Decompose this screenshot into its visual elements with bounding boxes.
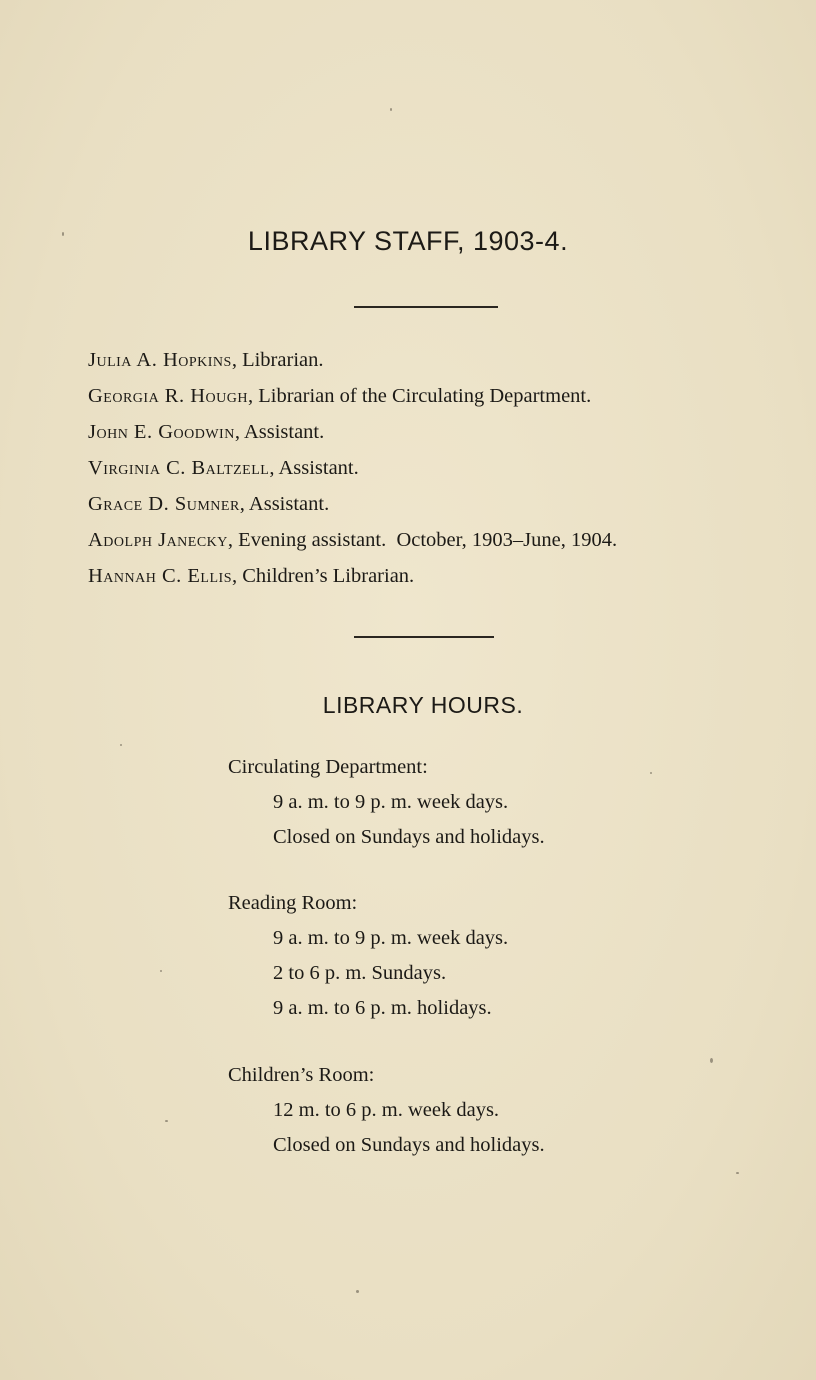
hours-line: Closed on Sundays and holidays.	[273, 826, 545, 848]
hours-section-heading: Circulating Department:	[228, 756, 428, 778]
hours-line: 9 a. m. to 9 p. m. week days.	[273, 791, 509, 813]
staff-name: Virginia C. Baltzell	[88, 457, 270, 479]
hours-title: LIBRARY HOURS.	[322, 692, 524, 718]
hours-line: Closed on Sundays and holidays.	[273, 1134, 545, 1156]
hours-line: 12 m. to 6 p. m. week days.	[273, 1099, 500, 1121]
staff-role: , Assistant.	[239, 493, 330, 515]
staff-title: LIBRARY STAFF, 1903-4.	[247, 226, 569, 256]
divider-rule	[354, 636, 494, 638]
hours-line: 2 to 6 p. m. Sundays.	[273, 962, 447, 984]
hours-section-circulating	[228, 750, 545, 855]
divider-rule	[354, 306, 498, 308]
staff-member	[88, 378, 617, 414]
staff-name: Adolph Janecky	[88, 529, 228, 551]
paper-speck	[165, 1120, 168, 1122]
staff-member	[88, 486, 617, 522]
paper-speck	[650, 772, 652, 774]
paper-speck	[710, 1058, 713, 1063]
staff-name: Grace D. Sumner	[88, 493, 240, 515]
staff-role: , Evening assistant. October, 1903–June, 1904.	[227, 529, 618, 551]
hours-section-reading-room	[228, 886, 508, 1026]
staff-name: John E. Goodwin	[88, 421, 235, 443]
hours-section-childrens-room	[228, 1058, 545, 1163]
staff-role: , Librarian of the Circulating Department.	[247, 385, 592, 407]
paper-speck	[62, 232, 64, 236]
hours-line: 9 a. m. to 9 p. m. week days.	[273, 927, 509, 949]
hours-line: 9 a. m. to 6 p. m. holidays.	[273, 997, 492, 1019]
hours-section-heading: Reading Room:	[228, 892, 358, 914]
paper-speck	[356, 1290, 359, 1293]
staff-list	[88, 342, 617, 594]
staff-role: , Assistant.	[234, 421, 325, 443]
paper-speck	[736, 1172, 739, 1174]
hours-section-heading: Children’s Room:	[228, 1064, 375, 1086]
staff-member	[88, 522, 617, 558]
paper-speck	[390, 108, 392, 111]
staff-name: Hannah C. Ellis	[88, 565, 232, 587]
staff-member	[88, 414, 617, 450]
staff-name: Georgia R. Hough	[88, 385, 248, 407]
staff-member	[88, 558, 617, 594]
staff-member	[88, 450, 617, 486]
staff-role: , Librarian.	[231, 349, 324, 371]
staff-member	[88, 342, 617, 378]
staff-name: Julia A. Hopkins	[88, 349, 232, 371]
staff-role: , Children’s Librarian.	[231, 565, 415, 587]
staff-role: , Assistant.	[269, 457, 359, 479]
paper-speck	[160, 970, 162, 972]
paper-speck	[120, 744, 122, 746]
